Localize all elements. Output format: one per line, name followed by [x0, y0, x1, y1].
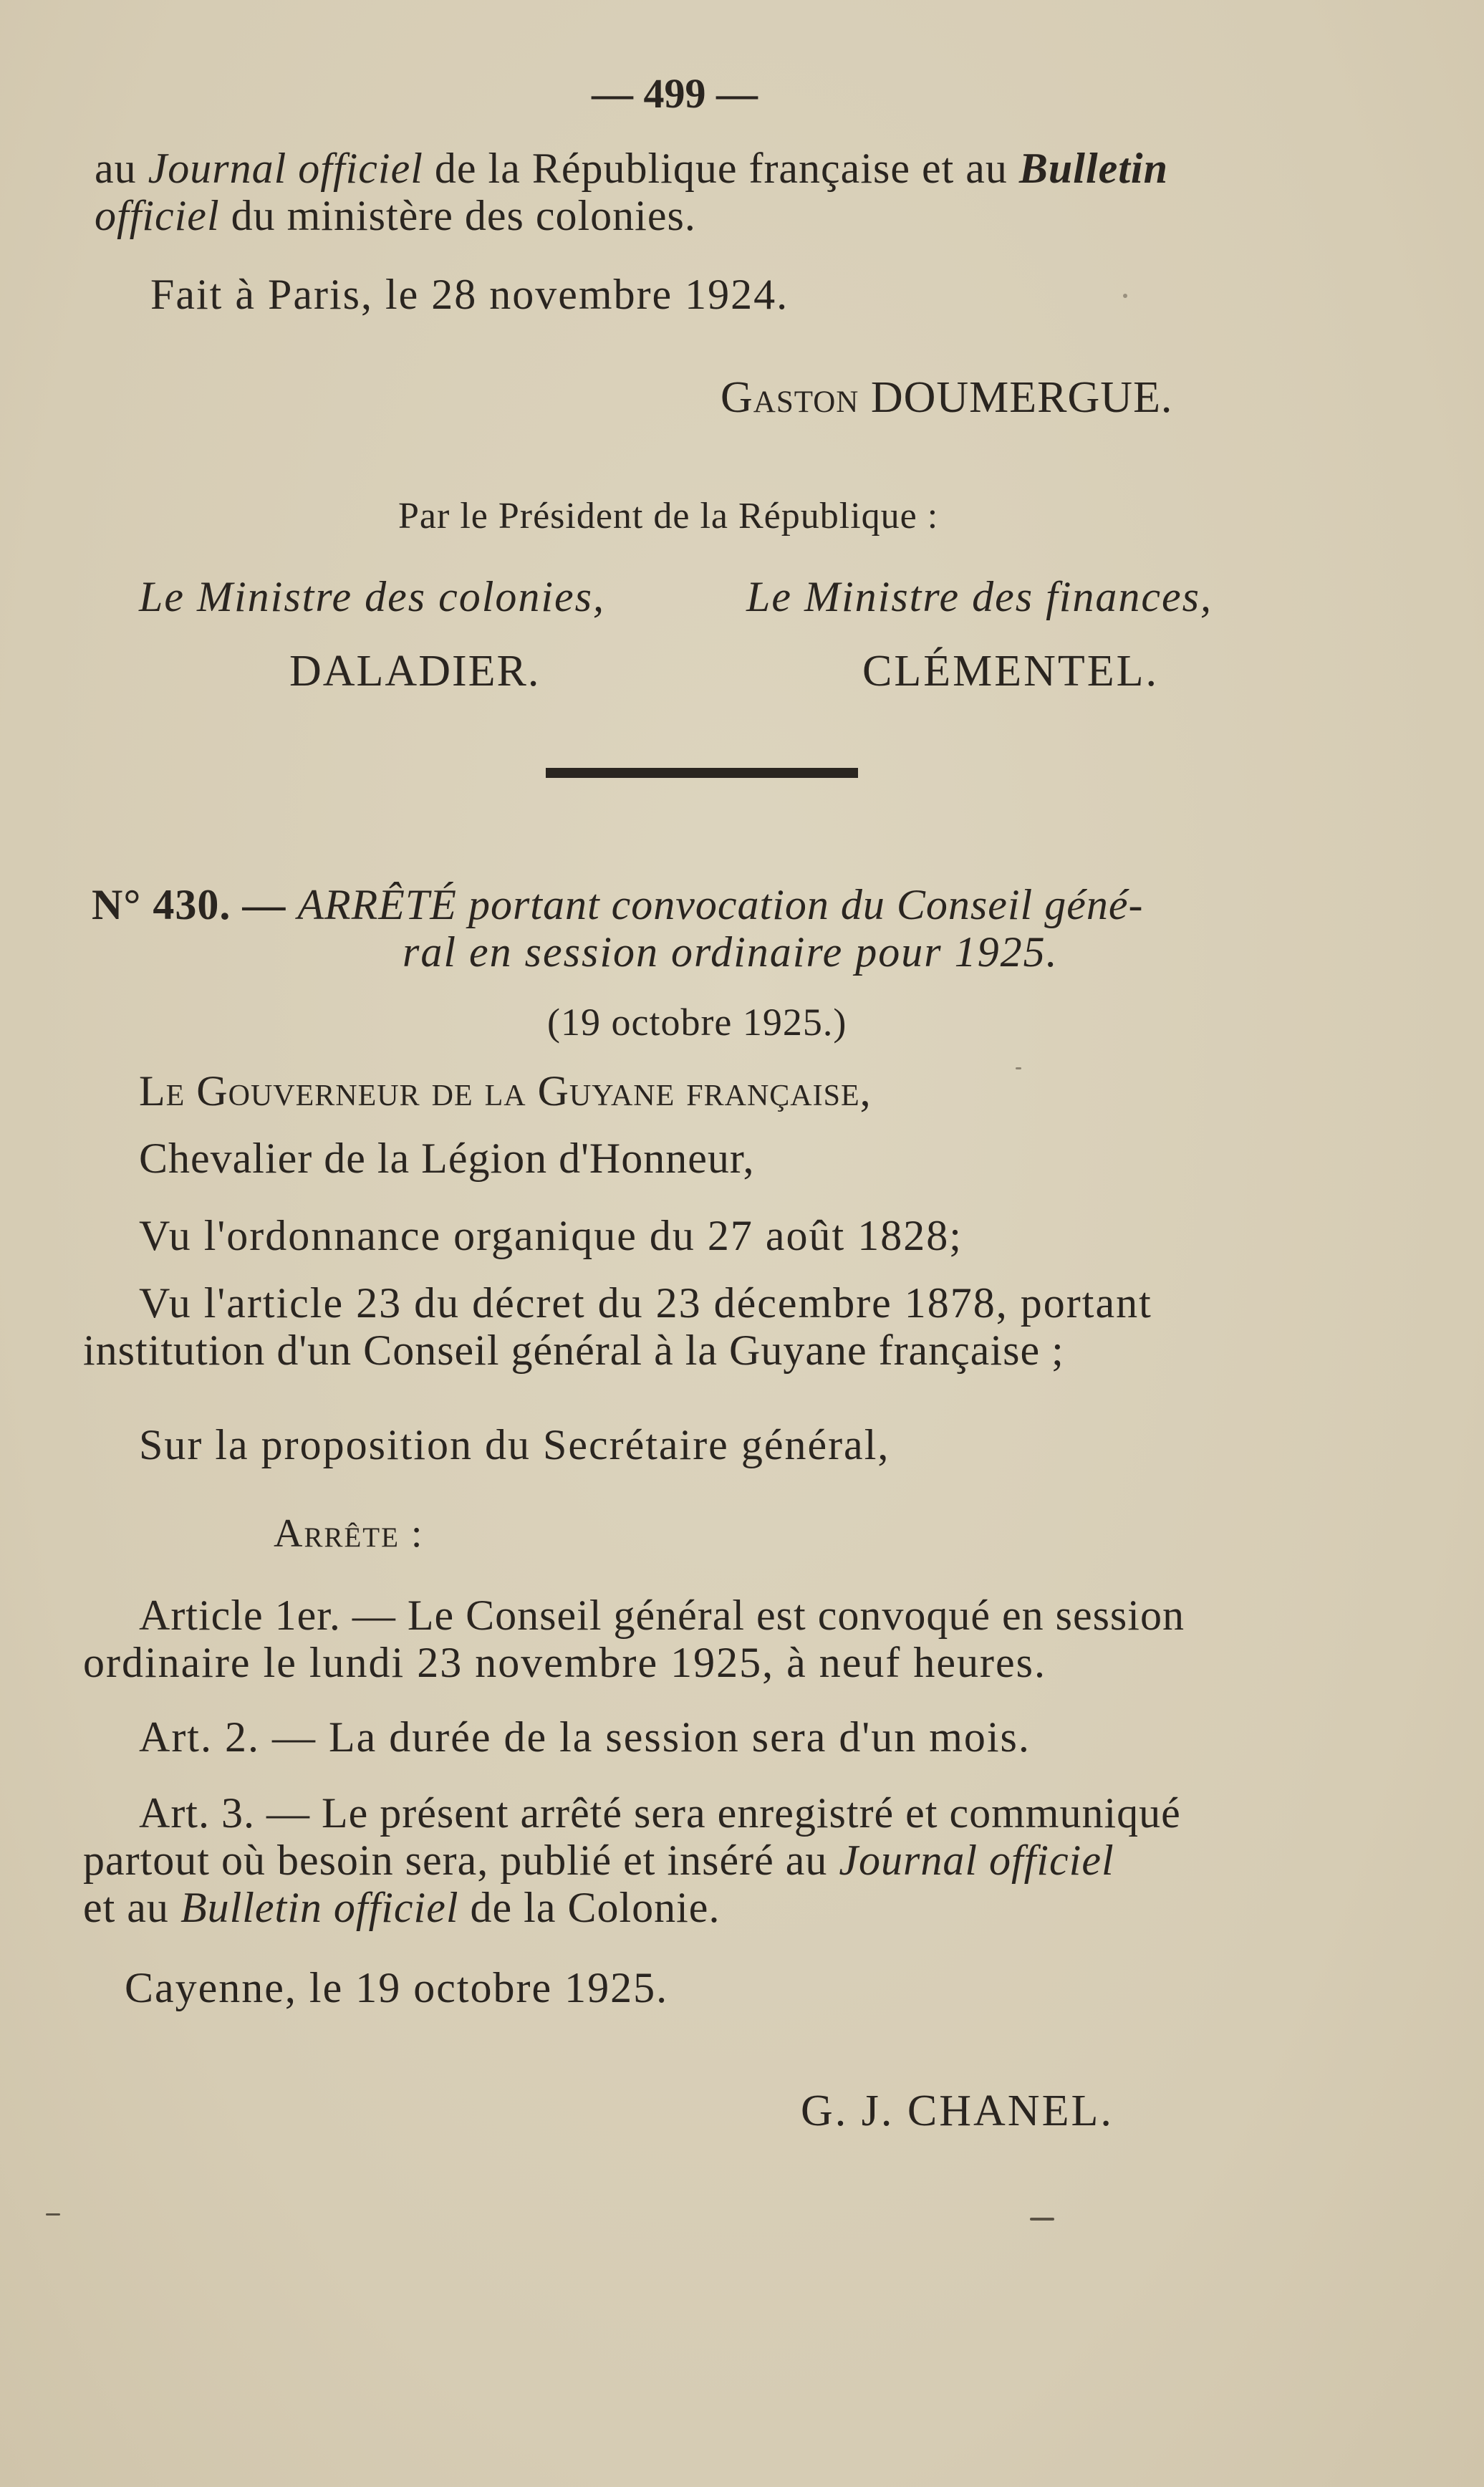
arrete-label: Arrête :	[274, 1511, 424, 1556]
arrete-title-line-1: ARRÊTÉ portant convocation du Conseil géné-	[297, 881, 1144, 928]
text-ministere: du ministère des colonies.	[219, 192, 696, 239]
article-3-line-2	[83, 1835, 1114, 1885]
by-president-line: Par le Président de la République :	[398, 496, 939, 537]
article-1-line-2: ordinaire le lundi 23 novembre 1925, à neuf heures.	[83, 1639, 1046, 1686]
section-divider	[546, 768, 858, 778]
place-date-line: Cayenne, le 19 octobre 1925.	[125, 1964, 669, 2011]
chevalier-line: Chevalier de la Légion d'Honneur,	[139, 1135, 755, 1182]
scan-mark	[1123, 294, 1127, 298]
minister-finances-title: Le Ministre des finances,	[746, 573, 1213, 620]
scan-mark	[46, 2213, 60, 2216]
president-signature: Gaston DOUMERGUE.	[721, 373, 1173, 422]
decree-text-line-1	[95, 143, 1168, 193]
text-republique: de la République française et au	[423, 145, 1019, 192]
bulletin-ref: Bulletin	[1018, 145, 1168, 192]
page-number: — 499 —	[592, 70, 758, 117]
text-au: au	[95, 145, 148, 192]
minister-finances-name: CLÉMENTEL.	[862, 647, 1159, 696]
vu-article-line-1: Vu l'article 23 du décret du 23 décembre 1878, portant	[139, 1279, 1152, 1327]
governor-line: Le Gouverneur de la Guyane française,	[139, 1067, 872, 1115]
proposition-line: Sur la proposition du Secrétaire général,	[139, 1421, 890, 1468]
bulletin-officiel-ref: Bulletin officiel	[180, 1884, 459, 1931]
vu-ordonnance-line: Vu l'ordonnance organique du 27 août 1828;	[139, 1212, 963, 1259]
arrete-date: (19 octobre 1925.)	[547, 1001, 847, 1044]
journal-officiel-ref: Journal officiel	[148, 145, 423, 192]
text-colonie: de la Colonie.	[458, 1884, 721, 1931]
decree-text-line-2	[95, 191, 696, 241]
arrete-heading-line-1	[92, 880, 1143, 930]
minister-colonies-title: Le Ministre des colonies,	[139, 573, 606, 620]
decree-done-at: Fait à Paris, le 28 novembre 1924.	[150, 271, 789, 318]
article-2-line: Art. 2. — La durée de la session sera d'un mois.	[139, 1713, 1031, 1761]
article-1-line-1: Article 1er. — Le Conseil général est convoqué en session	[139, 1592, 1185, 1639]
scan-mark	[1016, 1067, 1021, 1069]
text-partout: partout où besoin sera, publié et inséré au	[83, 1837, 839, 1884]
arrete-title-line-2: ral en session ordinaire pour 1925.	[403, 928, 1059, 976]
vu-article-line-2: institution d'un Conseil général à la Guyane française ;	[83, 1327, 1064, 1374]
text-et-au: et au	[83, 1884, 180, 1931]
minister-colonies-name: DALADIER.	[289, 647, 541, 696]
article-3-line-1: Art. 3. — Le présent arrêté sera enregistré et communiqué	[139, 1789, 1181, 1837]
arrete-number: N° 430. —	[92, 881, 298, 928]
scan-mark	[1030, 2218, 1054, 2221]
journal-officiel-ref-2: Journal officiel	[839, 1837, 1114, 1884]
governor-signature: G. J. CHANEL.	[801, 2087, 1114, 2135]
officiel-ref: officiel	[95, 192, 220, 239]
article-3-line-3	[83, 1882, 720, 1933]
